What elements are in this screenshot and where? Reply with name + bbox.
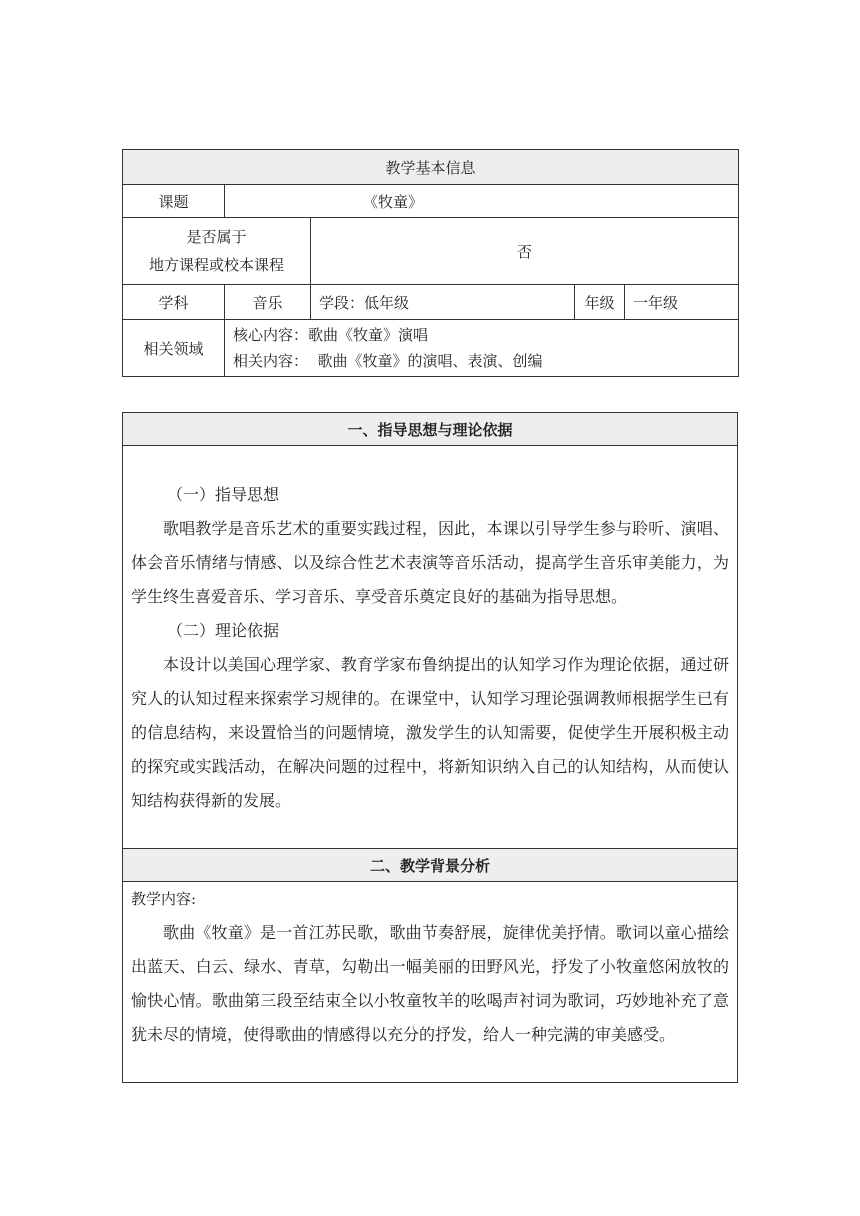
domain-label: 相关领域 [123,320,225,377]
subject-value: 音乐 [225,285,311,320]
basic-info-title: 教学基本信息 [123,150,739,185]
section2-body [123,882,738,1083]
section1-subheading-2: （二）理论依据 [167,621,280,640]
section2-title: 二、教学背景分析 [123,849,738,882]
section1-paragraph-1: 歌唱教学是音乐艺术的重要实践过程，因此，本课以引导学生参与聆听、演唱、体会音乐情绪与情感、以及综合性艺术表演等音乐活动，提高学生音乐审美能力，为学生终生喜爱音乐、学习音乐、享受音乐奠定良好的基础为指导思想。 [131,519,729,606]
domain-content-cell [225,320,739,377]
basic-info-table [122,149,739,377]
topic-value-cell [225,185,739,218]
related-content: 相关内容： 歌曲《牧童》的演唱、表演、创编 [233,352,543,370]
stage-value: 学段：低年级 [311,285,575,320]
core-content: 核心内容：歌曲《牧童》演唱 [233,326,429,344]
topic-label: 课题 [123,185,225,218]
section1-paragraph-2: 本设计以美国心理学家、教育学家布鲁纳提出的认知学习作为理论依据，通过研究人的认知过程来探索学习规律的。在课堂中，认知学习理论强调教师根据学生已有的信息结构，来设置恰当的问题情境，激发学生的认知需要，促使学生开展积极主动的探究或实践活动，在解决问题的过程中，将新知识纳入自己的认知结构，从而使认知结构获得新的发展。 [131,655,729,810]
section1-subheading-1: （一）指导思想 [167,485,280,504]
analysis-table [122,412,738,1083]
subject-label: 学科 [123,285,225,320]
local-course-label-line1: 是否属于 [186,228,247,246]
local-course-label-cell [123,218,311,285]
topic-value: 《牧童》 [363,192,424,211]
local-course-value: 否 [311,218,739,285]
local-course-label-line2: 地方课程或校本课程 [148,256,284,274]
section2-label: 教学内容: [131,890,197,908]
section1-title: 一、指导思想与理论依据 [123,413,738,446]
grade-value: 一年级 [625,285,739,320]
grade-label: 年级 [575,285,625,320]
section2-paragraph: 歌曲《牧童》是一首江苏民歌，歌曲节奏舒展，旋律优美抒情。歌词以童心描绘出蓝天、白云、绿水、青草，勾勒出一幅美丽的田野风光，抒发了小牧童悠闲放牧的愉快心情。歌曲第三段至结束全以小牧童牧羊的吆喝声衬词为歌词，巧妙地补充了意犹未尽的情境，使得歌曲的情感得以充分的抒发，给人一种完满的审美感受。 [131,923,729,1044]
section1-body [123,446,738,849]
